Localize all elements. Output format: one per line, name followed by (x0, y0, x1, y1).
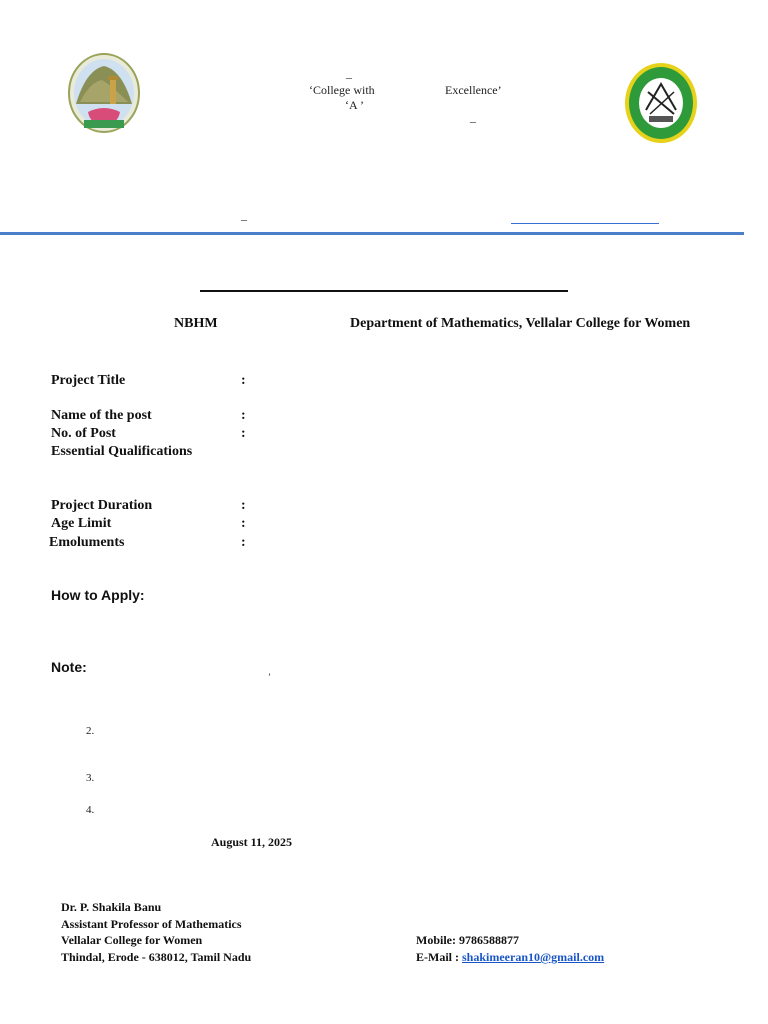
email-link[interactable]: shakimeeran10@gmail.com (462, 950, 605, 964)
email-line (416, 950, 604, 965)
department-line: Department of Mathematics, Vellalar College for Women (350, 316, 691, 331)
field-emoluments: Emoluments (49, 535, 125, 550)
title-underline (200, 290, 568, 292)
motto-grade: ‘A ’ (345, 98, 364, 112)
header-link-underline[interactable] (511, 223, 659, 224)
field-colon: : (241, 408, 246, 423)
college-emblem-icon (66, 52, 142, 134)
field-age-limit: Age Limit (51, 516, 112, 531)
field-colon: : (241, 426, 246, 441)
field-colon: : (241, 516, 246, 531)
header-dash-bottom: – (241, 212, 247, 226)
field-project-duration: Project Duration (51, 498, 153, 513)
mobile-label: Mobile: (416, 933, 456, 947)
note-stray-mark: ’ (268, 672, 271, 682)
signatory-designation: Assistant Professor of Mathematics (61, 917, 242, 931)
field-colon: : (241, 373, 246, 388)
header-divider (0, 232, 744, 235)
field-colon: : (241, 498, 246, 513)
field-project-title: Project Title (51, 373, 126, 388)
mobile-line (416, 933, 519, 948)
note-item-number: 3. (86, 772, 95, 784)
scheme-name: NBHM (174, 316, 218, 331)
signatory-address: Thindal, Erode - 638012, Tamil Nadu (61, 950, 252, 964)
motto-right: Excellence’ (445, 83, 502, 97)
signatory-institution: Vellalar College for Women (61, 933, 203, 947)
note-item-number: 2. (86, 725, 95, 737)
signatory-name: Dr. P. Shakila Banu (61, 900, 162, 914)
mobile-number: 9786588877 (459, 933, 519, 947)
field-name-of-post: Name of the post (51, 408, 152, 423)
email-label: E-Mail : (416, 950, 459, 964)
notice-date: August 11, 2025 (211, 835, 293, 849)
header-dash-mid: – (470, 114, 476, 128)
department-seal-icon (624, 62, 698, 144)
note-heading: Note: (51, 659, 87, 675)
motto-left: ‘College with (309, 83, 375, 97)
header-dash-top: – (346, 70, 352, 84)
how-to-apply-heading: How to Apply: (51, 587, 145, 603)
note-item-number: 4. (86, 804, 95, 816)
field-colon: : (241, 535, 246, 550)
field-no-of-post: No. of Post (51, 426, 116, 441)
field-essential-qualifications: Essential Qualifications (51, 444, 193, 459)
